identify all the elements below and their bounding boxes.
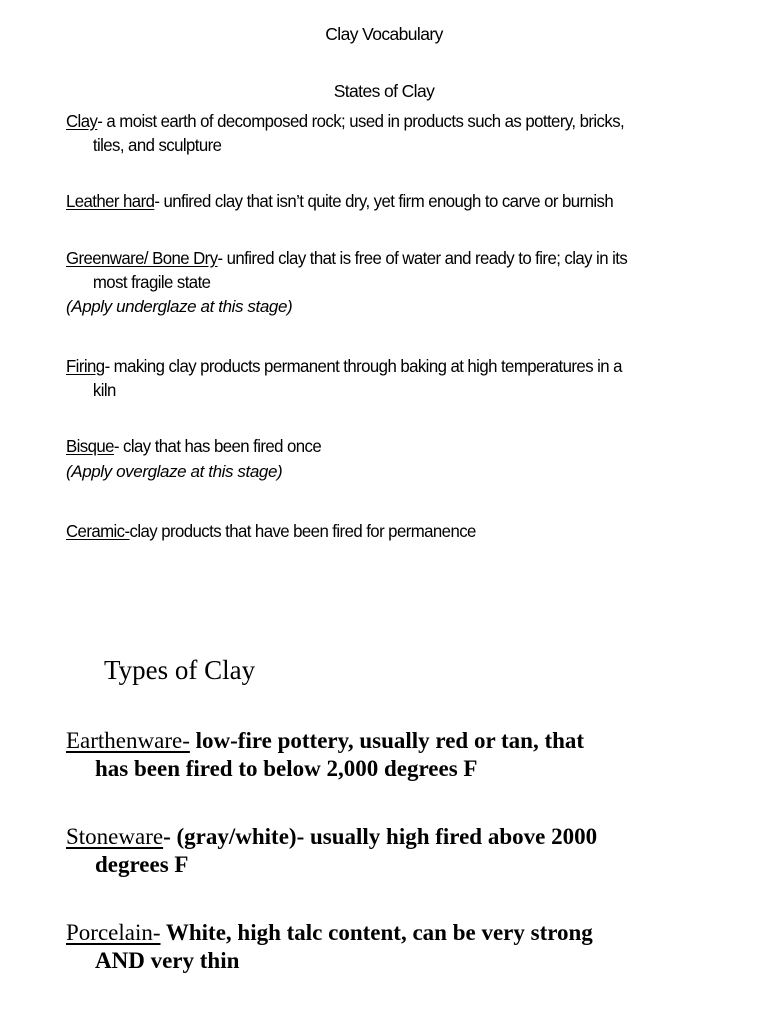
types-heading: Types of Clay xyxy=(104,655,256,685)
state-entry-leather-hard xyxy=(66,189,680,213)
state-definition: clay products that have been fired for permanence xyxy=(129,521,476,541)
type-definition: low-fire pottery, usually red or tan, that xyxy=(189,728,585,753)
type-definition-continued: has been fired to below 2,000 degrees F xyxy=(95,756,478,781)
state-definition: - unfired clay that isn’t quite dry, yet firm enough to carve or burnish xyxy=(154,191,614,211)
type-definition-continued: AND very thin xyxy=(95,948,240,973)
type-entry-stoneware xyxy=(66,823,726,879)
type-definition: White, high talc content, can be very strong xyxy=(160,920,593,945)
state-term: Ceramic- xyxy=(66,521,130,541)
state-entry-greenware xyxy=(66,246,680,294)
state-term: Greenware/ Bone Dry xyxy=(66,248,218,268)
state-definition-continued: kiln xyxy=(92,380,116,400)
underglaze-note: (Apply underglaze at this stage) xyxy=(66,297,293,316)
type-entry-earthenware xyxy=(66,727,726,783)
state-entry-ceramic xyxy=(66,519,680,543)
state-term: Bisque xyxy=(66,436,114,456)
state-definition: - making clay products permanent through baking at high temperatures in a xyxy=(104,356,622,376)
state-definition: - clay that has been fired once xyxy=(113,436,322,456)
type-entry-porcelain xyxy=(66,919,726,975)
type-definition-continued: degrees F xyxy=(95,852,189,877)
state-entry-bisque xyxy=(66,434,680,458)
state-term: Clay xyxy=(66,111,98,131)
type-term: Stoneware xyxy=(66,824,164,849)
state-definition: - unfired clay that is free of water and ready to fire; clay in its xyxy=(217,248,628,268)
states-heading: States of Clay xyxy=(333,81,435,101)
document-title: Clay Vocabulary xyxy=(325,24,443,44)
state-definition-continued: tiles, and sculpture xyxy=(92,135,222,155)
state-definition-continued: most fragile state xyxy=(92,272,211,292)
type-term: Porcelain- xyxy=(66,920,161,945)
state-term: Firing xyxy=(66,356,105,376)
state-term: Leather hard xyxy=(66,191,155,211)
type-definition: - (gray/white)- usually high fired above 2000 xyxy=(163,824,598,849)
state-entry-firing xyxy=(66,354,680,402)
state-definition: - a moist earth of decomposed rock; used in products such as pottery, bricks, xyxy=(97,111,625,131)
type-term: Earthenware- xyxy=(66,728,190,753)
state-entry-clay xyxy=(66,109,680,157)
overglaze-note: (Apply overglaze at this stage) xyxy=(66,462,283,481)
